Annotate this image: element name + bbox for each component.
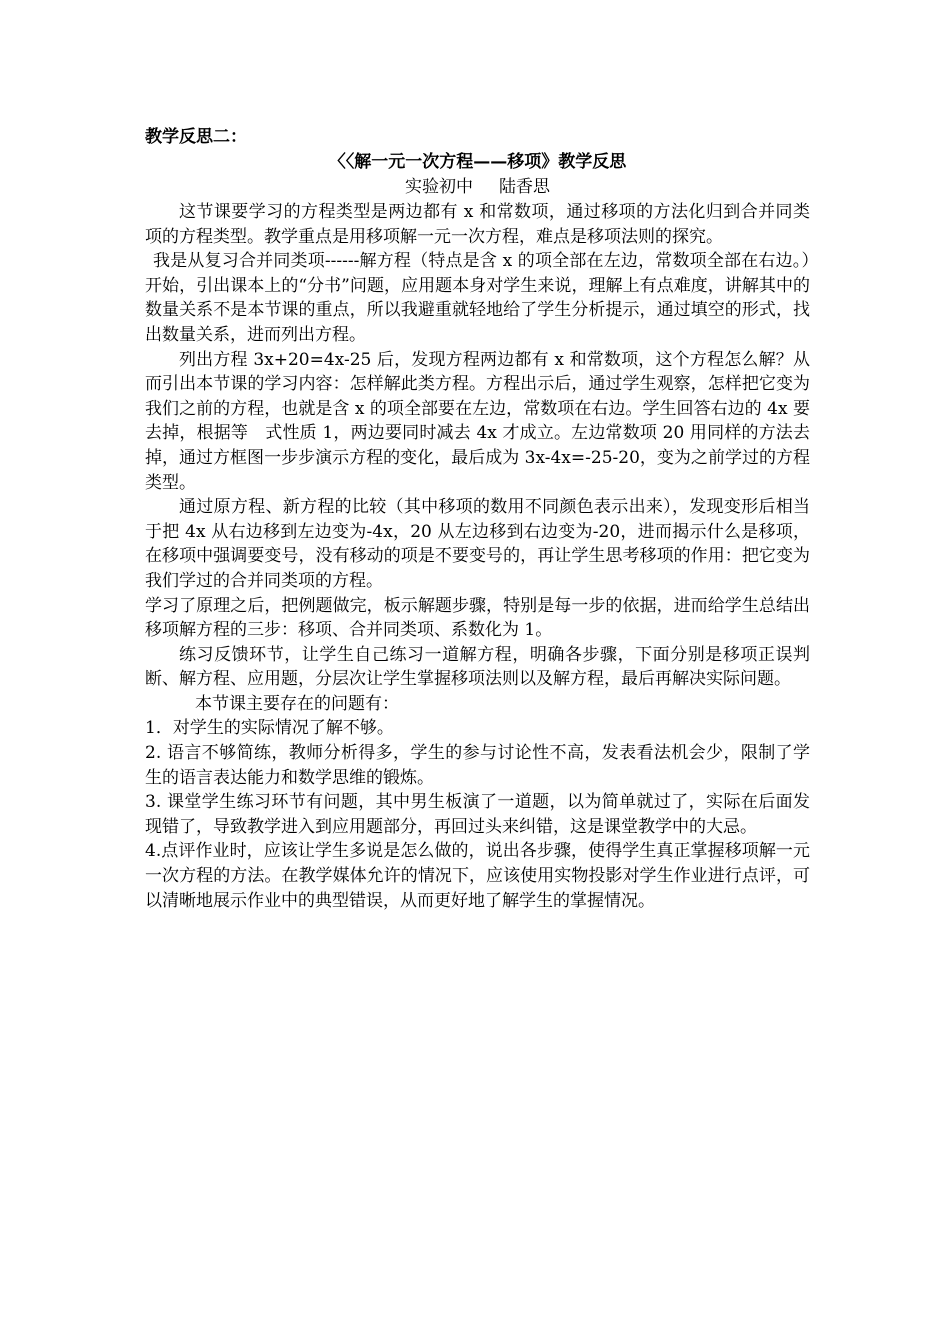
paragraph-4: 通过原方程、新方程的比较（其中移项的数用不同颜色表示出来），发现变形后相当于把 4x 从右边移到左边变为-4x，20 从左边移到右边变为-20，进而揭示什么是移项，在移项中强调要变号，没有移动的项是不要变号的，再让学生思考移项的作用：把它变为我们学过的合并同类项的方程。 — [145, 497, 810, 591]
problems-intro: 本节课主要存在的问题有： — [195, 693, 399, 714]
document-title: 〈〈解一元一次方程——移项》教学反思 — [328, 152, 627, 172]
paragraph-2: 我是从复习合并同类项------解方程（特点是含 x 的项全部在左边，常数项全部在右边。）开始，引出课本上的“分书”问题，应用题本身对学生来说，理解上有点难度，讲解其中的数量关系不是本节课的重点，所以我避重就轻地给了学生分析提示，通过填空的形式，找出数量关系，进而列出方程。 — [145, 251, 810, 345]
document-page — [145, 125, 810, 913]
paragraph-1: 这节课要学习的方程类型是两边都有 x 和常数项，通过移项的方法化归到合并同类项的方程类型。教学重点是用移项解一元一次方程，难点是移项法则的探究。 — [145, 202, 810, 247]
problem-item-3: 3. 课堂学生练习环节有问题，其中男生板演了一道题，以为简单就过了，实际在后面发现错了，导致教学进入到应用题部分，再回过头来纠错，这是课堂教学中的大忌。 — [145, 792, 810, 837]
problem-item-1: 1．对学生的实际情况了解不够。 — [145, 718, 394, 739]
author-line — [145, 175, 810, 200]
section-heading: 教学反思二： — [145, 127, 247, 147]
paragraph-5: 学习了原理之后，把例题做完，板示解题步骤，特别是每一步的依据，进而给学生总结出移项解方程的三步：移项、合并同类项、系数化为 1。 — [145, 595, 810, 641]
problem-item-2: 2. 语言不够简练，教师分析得多，学生的参与讨论性不高，发表看法机会少，限制了学生的语言表达能力和数学思维的锻炼。 — [145, 743, 810, 788]
author-school: 实验初中 — [405, 177, 473, 197]
problem-item-4: 4.点评作业时，应该让学生多说是怎么做的，说出各步骤，使得学生真正掌握移项解一元一次方程的方法。在教学媒体允许的情况下，应该使用实物投影对学生作业进行点评，可以清晰地展示作业中的典型错误，从而更好地了解学生的掌握情况。 — [145, 841, 810, 911]
author-name: 陆香思 — [499, 177, 550, 197]
paragraph-3: 列出方程 3x+20=4x-25 后，发现方程两边都有 x 和常数项，这个方程怎么解？从而引出本节课的学习内容：怎样解此类方程。方程出示后，通过学生观察，怎样把它变为我们之前的方程，也就是含 x 的项全部要在左边，常数项在右边。学生回答右边的 4x 要去掉，根据等 式性质 1，两边要同时减去 4x 才成立。左边常数项 20 用同样的方法去掉，通过方框图一步步演示方程的变化，最后成为 3x-4x=-25-20，变为之前学过的方程类型。 — [145, 349, 810, 493]
paragraph-6: 练习反馈环节，让学生自己练习一道解方程，明确各步骤，下面分别是移项正误判断、解方程、应用题，分层次让学生掌握移项法则以及解方程，最后再解决实际问题。 — [145, 644, 810, 690]
